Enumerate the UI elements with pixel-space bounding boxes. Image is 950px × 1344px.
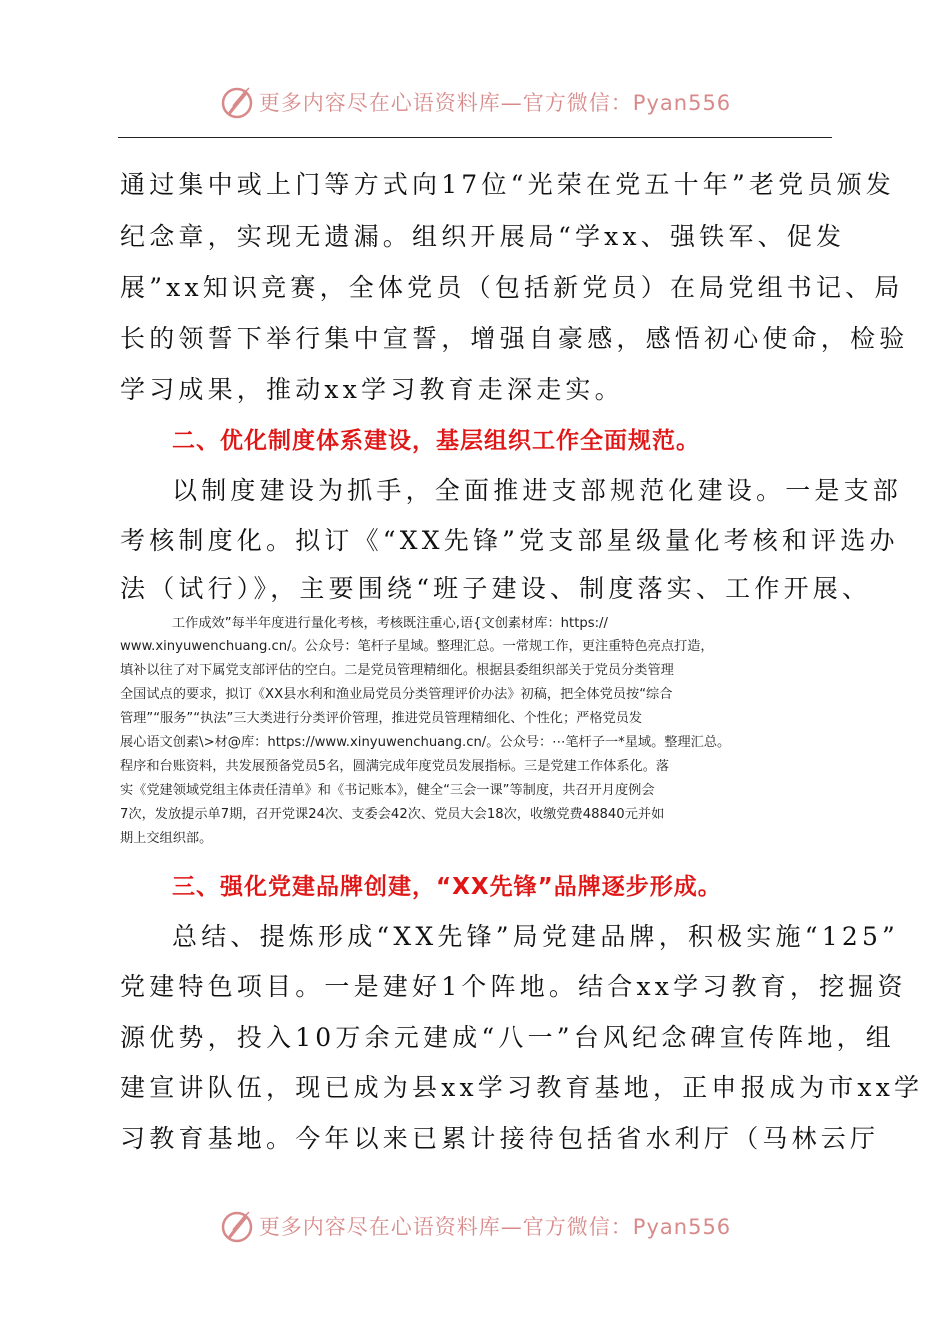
small-text-line: 实《党建领域党组主体责任清单》和《书记账本》，健全“三会一课”等制度，共召开月度例会: [120, 783, 655, 798]
quill-pen-icon: [219, 1208, 255, 1244]
paragraph-line: 党建特色项目。一是建好1个阵地。结合xx学习教育，挖掘资: [120, 972, 907, 1001]
paragraph-line: 法（试行）》，主要围绕“班子建设、制度落实、工作开展、: [120, 574, 872, 603]
small-text-line: 工作成效”每半年度进行量化考核，考核既注重心,语{文创素材库：https://: [172, 616, 608, 631]
paragraph-line: 建宣讲队伍，现已成为县xx学习教育基地，正申报成为市xx学: [120, 1073, 924, 1102]
small-text-line: 展心语文创素\>材@库：https://www.xinyuwenchuang.cn/。公众号：⋯笔杆子一*星域。整理汇总。: [120, 735, 731, 750]
watermark-footer: [0, 1206, 950, 1246]
paragraph-line: 展”xx知识竞赛，全体党员（包括新党员）在局党组书记、局: [120, 273, 904, 302]
small-text-line: 7次，发放提示单7期，召开党课24次、支委会42次、党员大会18次，收缴党费48840元并如: [120, 807, 665, 822]
small-text-line: 填补以往了对下属党支部评估的空白。二是党员管理精细化。根据县委组织部关于党员分类管理: [120, 663, 674, 678]
paragraph-line: 长的领誓下举行集中宣誓，增强自豪感，感悟初心使命，检验: [120, 324, 909, 353]
small-text-line: 期上交组织部。: [120, 831, 213, 846]
paragraph-line: 纪念章，实现无遗漏。组织开展局“学xx、强铁军、促发: [120, 222, 846, 251]
section-heading-3: 三、强化党建品牌创建，“XX先锋”品牌逐步形成。: [172, 874, 722, 900]
small-text-line: 全国试点的要求，拟订《XX县水利和渔业局党员分类管理评价办法》初稿，把全体党员按“综合: [120, 687, 673, 702]
watermark-text: 更多内容尽在心语资料库—官方微信：Pyan556: [258, 1215, 732, 1239]
paragraph-line: 考核制度化。拟订《“XX先锋”党支部星级量化考核和评选办: [120, 526, 899, 555]
paragraph-line: 习教育基地。今年以来已累计接待包括省水利厅（马林云厅: [120, 1124, 880, 1153]
small-text-line: 管理”“服务”“执法”三大类进行分类评价管理，推进党员管理精细化、个性化；严格党员发: [120, 711, 643, 726]
paragraph-line: 源优势，投入10万余元建成“八一”台风纪念碑宣传阵地，组: [120, 1023, 895, 1052]
small-text-line: 程序和台账资料，共发展预备党员5名，圆满完成年度党员发展指标。三是党建工作体系化。落: [120, 759, 670, 774]
watermark-text: 更多内容尽在心语资料库—官方微信：Pyan556: [258, 91, 732, 115]
small-text-line: www.xinyuwenchuang.cn/。公众号：笔杆子星域。整理汇总。一常规工作，更注重特色亮点打造，: [120, 639, 714, 654]
paragraph-line: 学习成果，推动xx学习教育走深走实。: [120, 375, 624, 404]
paragraph-line: 以制度建设为抓手，全面推进支部规范化建设。一是支部: [172, 476, 903, 505]
section-heading-2: 二、优化制度体系建设，基层组织工作全面规范。: [172, 428, 700, 454]
paragraph-line: 总结、提炼形成“XX先锋”局党建品牌，积极实施“125”: [172, 922, 900, 951]
paragraph-line: 通过集中或上门等方式向17位“光荣在党五十年”老党员颁发: [120, 170, 895, 199]
